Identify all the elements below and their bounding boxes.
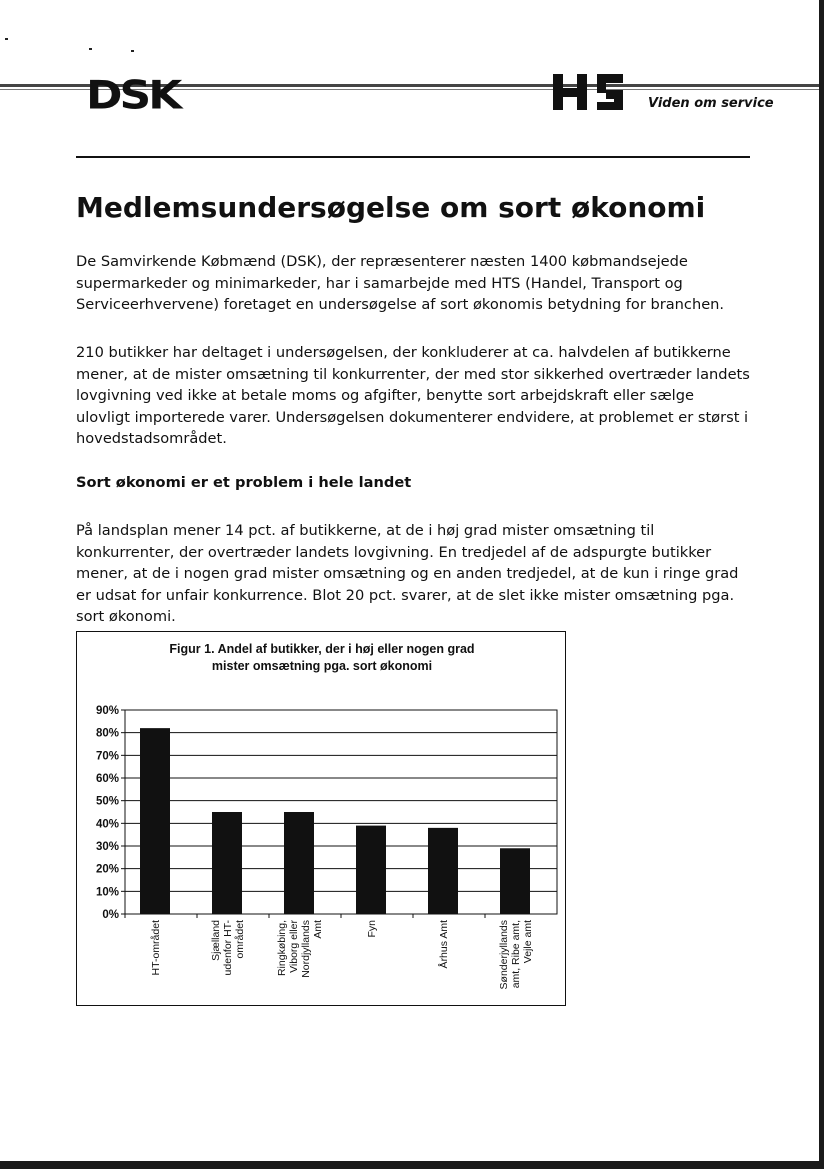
x-tick-label: [276, 919, 324, 977]
national-paragraph: På landsplan mener 14 pct. af butikkerne, at de i høj grad mister omsætning til konkurrenter, der overtræder landets lovgivning. En tredjedel af de adspurgte butikker mener, at de i nogen grad mister omsætning og en anden tredjedel, at de kun i ringe grad er udsat for unfair konkurrence. Blot 20 pct. svarer, at de slet ikke mister omsætning pga. sort økonomi.: [76, 522, 739, 625]
x-tick-label: [210, 920, 246, 976]
bar: [212, 812, 242, 914]
bar: [356, 826, 386, 914]
intro-paragraph: De Samvirkende Købmænd (DSK), der repræsenterer næsten 1400 købmandsejede supermarkeder og minimarkeder, har i samarbejde med HTS (Handel, Transport og Serviceerhvervene) foretaget en undersøgelse af sort økonomis betydning for branchen.: [76, 253, 725, 313]
section-heading: Sort økonomi er et problem i hele landet: [76, 474, 412, 491]
chart-title-line: Figur 1. Andel af butikker, der i høj eller nogen grad: [169, 642, 475, 656]
findings-paragraph: 210 butikker har deltaget i undersøgelsen, der konkluderer at ca. halvdelen af butikkerne mener, at de mister omsætning til konkurrenter, der med stor sikkerhed overtræder landets lovgivning ved ikke at betale moms og afgifter, benytte sort arbejdskraft eller sælge ulovligt importerede varer. Undersøgelsen dokumenterer endvidere, at problemet er størst i hovedstadsområdet.: [76, 344, 750, 447]
y-tick-label: 0%: [102, 909, 119, 921]
y-tick-label: 70%: [95, 750, 119, 763]
plot-area: [125, 710, 557, 914]
y-tick-label: 50%: [95, 795, 119, 808]
x-tick-label-line: Nordjyllands: [300, 920, 312, 978]
dsk-logo: DSK: [86, 72, 180, 119]
x-tick-label-line: Amt: [312, 920, 324, 939]
x-tick-label-line: amt, Ribe amt,: [510, 920, 522, 989]
x-tick-label-line: Sjælland: [210, 920, 222, 961]
x-tick-label-line: Viborg eller: [288, 920, 300, 973]
title-rule: [76, 156, 750, 158]
x-tick-label-line: Ringkøbing,: [276, 920, 288, 977]
y-tick-label: 60%: [95, 773, 119, 785]
x-tick-label: [150, 920, 162, 976]
y-tick-label: 90%: [95, 705, 119, 717]
x-tick-label-line: udenfor HT-: [222, 920, 234, 976]
scan-speck: [89, 48, 92, 50]
y-tick-label: 20%: [95, 863, 119, 876]
bar: [284, 812, 314, 914]
scan-border-right: [819, 0, 824, 1169]
chart-title-line: mister omsætning pga. sort økonomi: [211, 659, 433, 673]
y-tick-label: 30%: [95, 841, 119, 853]
scan-speck: [131, 50, 134, 52]
x-tick-label-line: HT-området: [150, 920, 162, 976]
x-tick-label: [366, 920, 378, 938]
hts-logo-icon: [545, 72, 645, 112]
scan-border-bottom: [0, 1161, 824, 1169]
y-tick-label: 10%: [95, 886, 119, 899]
x-tick-label-line: Sønderjyllands: [498, 920, 510, 990]
bar-chart: [77, 632, 567, 1007]
scan-speck: [5, 38, 8, 40]
x-tick-label: [437, 920, 450, 969]
page-title: Medlemsundersøgelse om sort økonomi: [76, 191, 706, 224]
figure-1: [76, 631, 566, 1006]
x-tick-label-line: Fyn: [366, 920, 378, 938]
y-tick-label: 80%: [95, 727, 119, 740]
bar: [500, 848, 530, 914]
x-tick-label-line: området: [234, 920, 246, 959]
x-tick-label-line: Århus Amt: [438, 920, 450, 969]
x-tick-label: [498, 920, 534, 990]
bar: [140, 728, 170, 914]
bar: [428, 828, 458, 914]
hts-tagline: Viden om service: [648, 96, 774, 111]
x-tick-label-line: Vejle amt: [522, 920, 534, 964]
y-tick-label: 40%: [95, 818, 119, 831]
